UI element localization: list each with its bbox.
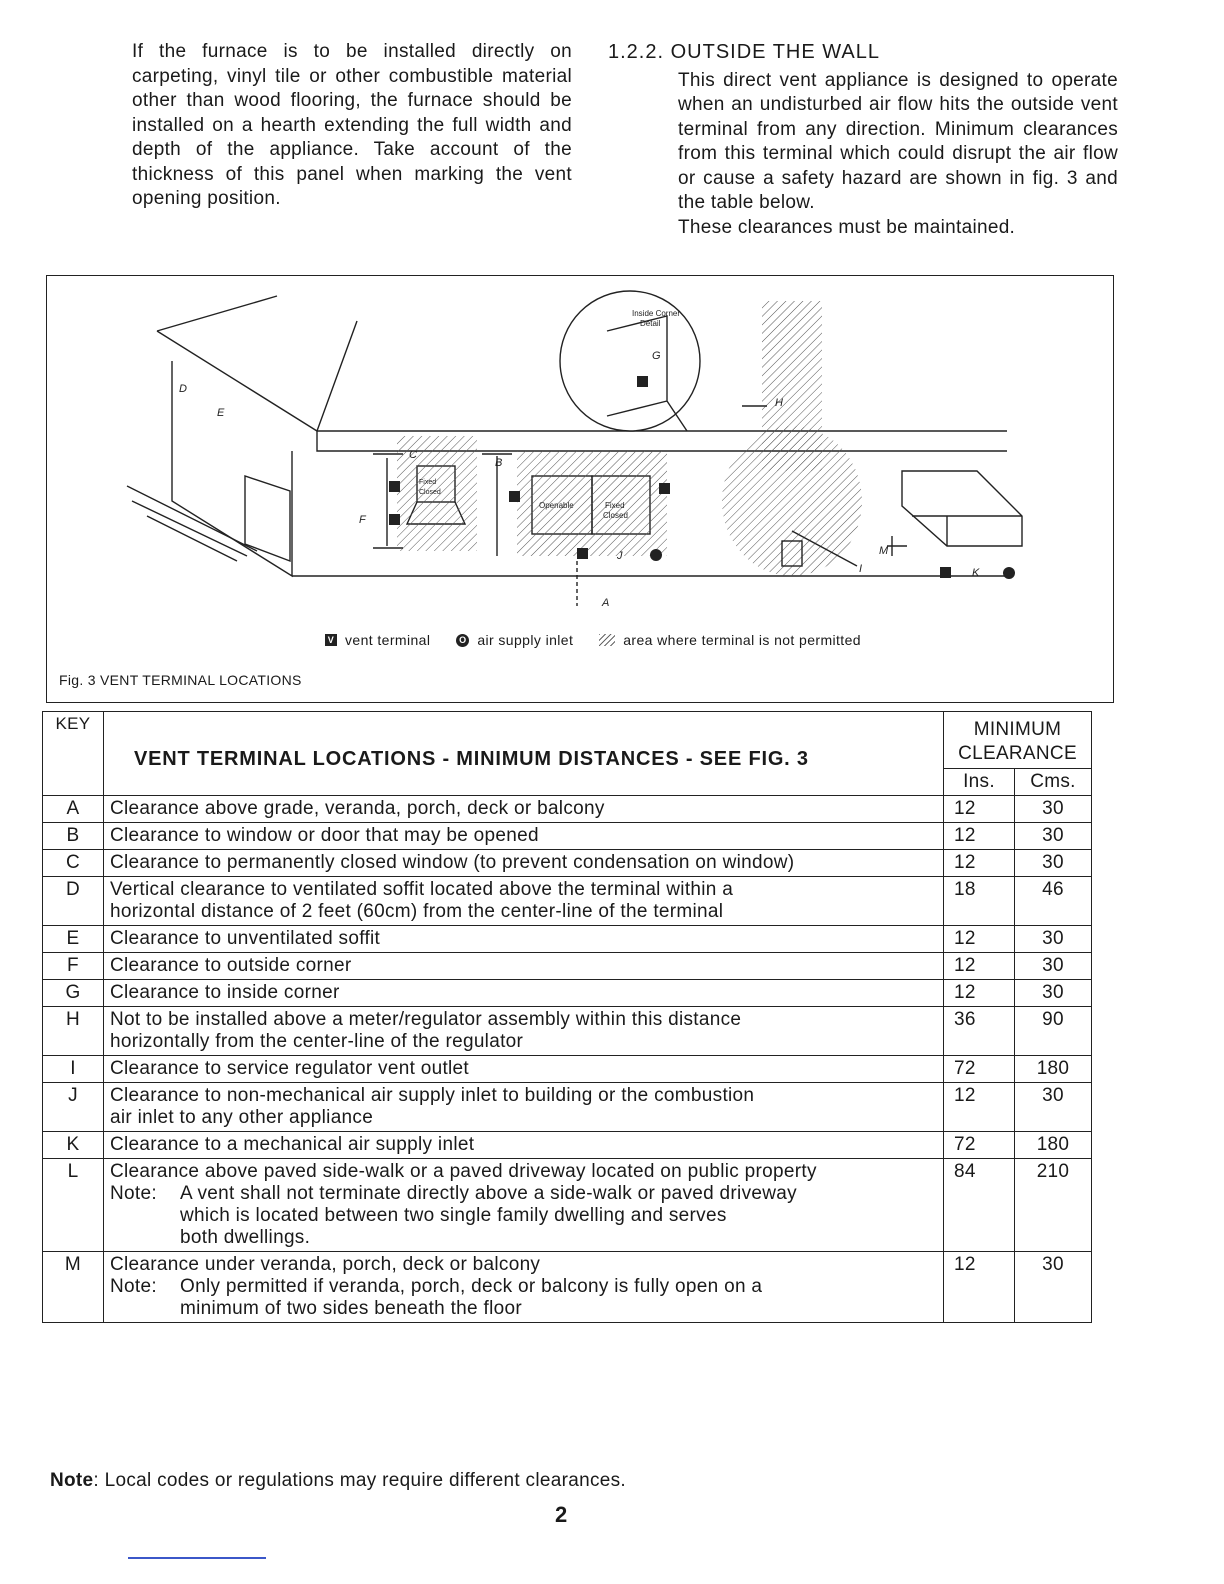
note-line (110, 1276, 937, 1298)
cms-value: 46 (1015, 877, 1092, 926)
section-heading: 1.2.2. OUTSIDE THE WALL (608, 41, 880, 63)
table-row (43, 877, 1092, 926)
description-line: Clearance to permanently closed window (to prevent condensation on window) (110, 852, 795, 873)
row-description (104, 953, 944, 980)
ins-value: 12 (944, 980, 1015, 1007)
window-c-fixed-2: Closed (419, 489, 441, 496)
cms-value: 180 (1015, 1132, 1092, 1159)
note-label: Note: (110, 1183, 157, 1204)
dim-f: F (359, 514, 366, 526)
row-description (104, 1083, 944, 1132)
dim-e: E (217, 407, 225, 419)
table-row (43, 850, 1092, 877)
table-row (43, 1252, 1092, 1323)
row-key: I (43, 1056, 104, 1083)
footnote-label: Note (50, 1470, 94, 1491)
table-row (43, 796, 1092, 823)
window-c-fixed-1: Fixed (419, 479, 437, 486)
cms-value: 30 (1015, 796, 1092, 823)
hatch-area-icon (599, 634, 615, 646)
note-text: minimum of two sides beneath the floor (180, 1298, 522, 1319)
dim-d: D (179, 383, 187, 395)
inset-title-2: Detail (640, 319, 661, 328)
note-label: Note: (110, 1276, 157, 1297)
description-line: Clearance to a mechanical air supply inlet (110, 1134, 475, 1155)
table-row (43, 1132, 1092, 1159)
clearance-rows (43, 796, 1092, 1323)
ins-value: 12 (944, 1083, 1015, 1132)
left-wall (172, 361, 292, 576)
cms-value: 30 (1015, 1083, 1092, 1132)
ins-value: 72 (944, 1056, 1015, 1083)
figure-legend (325, 632, 861, 648)
ins-value: 72 (944, 1132, 1015, 1159)
note-text: both dwellings. (180, 1227, 311, 1248)
table-row (43, 1083, 1092, 1132)
description-line: horizontally from the center-line of the regulator (110, 1031, 524, 1052)
row-description (104, 926, 944, 953)
note-text: Only permitted if veranda, porch, deck or balcony is fully open on a (180, 1276, 763, 1297)
description-line: horizontal distance of 2 feet (60cm) from the center-line of the terminal (110, 901, 724, 922)
description-line: Vertical clearance to ventilated soffit located above the terminal within a (110, 879, 734, 900)
note-line (110, 1183, 937, 1205)
fixed-label-2: Closed (603, 511, 628, 520)
decorative-underline (128, 1557, 266, 1559)
description-line: Clearance to inside corner (110, 982, 340, 1003)
table-row (43, 926, 1092, 953)
cms-value: 30 (1015, 980, 1092, 1007)
min-header-1: MINIMUM (973, 719, 1062, 740)
row-description (104, 1007, 944, 1056)
ins-value: 12 (944, 823, 1015, 850)
row-key: D (43, 877, 104, 926)
dim-b: B (495, 457, 503, 469)
cms-value: 210 (1015, 1159, 1092, 1252)
porch (902, 471, 1022, 546)
description-line: Clearance to outside corner (110, 955, 352, 976)
description-line: Clearance to service regulator vent outlet (110, 1058, 470, 1079)
row-description (104, 1159, 944, 1252)
table-row (43, 823, 1092, 850)
row-description (104, 850, 944, 877)
legend-air-label: air supply inlet (477, 632, 574, 648)
dim-c: C (409, 449, 417, 461)
ins-value: 12 (944, 926, 1015, 953)
row-description (104, 823, 944, 850)
ins-value: 36 (944, 1007, 1015, 1056)
description-line: Clearance above paved side-walk or a paved driveway located on public property (110, 1161, 817, 1182)
row-description (104, 796, 944, 823)
cms-value: 30 (1015, 823, 1092, 850)
fixed-label-1: Fixed (605, 501, 625, 510)
cms-value: 30 (1015, 1252, 1092, 1323)
figure-caption: Fig. 3 VENT TERMINAL LOCATIONS (59, 672, 302, 688)
note-text: which is located between two single family dwelling and serves (180, 1205, 727, 1226)
description-line: Clearance above grade, veranda, porch, deck or balcony (110, 798, 605, 819)
unit-ins: Ins. (944, 769, 1015, 796)
section-body-2: These clearances must be maintained. (678, 216, 1016, 238)
table-row (43, 953, 1092, 980)
row-key: K (43, 1132, 104, 1159)
table-row (43, 1159, 1092, 1252)
description-line: Clearance to window or door that may be opened (110, 825, 539, 846)
table-title: VENT TERMINAL LOCATIONS - MINIMUM DISTANCES - SEE FIG. 3 (104, 712, 944, 796)
description-line: air inlet to any other appliance (110, 1107, 374, 1128)
outside-wall-section (608, 40, 1118, 240)
description-line: Clearance to non-mechanical air supply inlet to building or the combustion (110, 1085, 755, 1106)
legend-vent-label: vent terminal (345, 632, 431, 648)
row-key: M (43, 1252, 104, 1323)
openable-label: Openable (539, 501, 574, 510)
dim-i: I (859, 563, 863, 575)
cms-value: 90 (1015, 1007, 1092, 1056)
table-row (43, 1007, 1092, 1056)
row-key: C (43, 850, 104, 877)
row-key: B (43, 823, 104, 850)
dim-m: M (879, 545, 889, 557)
row-key: A (43, 796, 104, 823)
inset-title-1: Inside Corner (632, 309, 681, 318)
row-description (104, 980, 944, 1007)
row-key: E (43, 926, 104, 953)
key-header: KEY (43, 712, 104, 796)
legend-area (599, 632, 861, 648)
description-line: Not to be installed above a meter/regulator assembly within this distance (110, 1009, 742, 1030)
ins-value: 18 (944, 877, 1015, 926)
description-line: Clearance to unventilated soffit (110, 928, 381, 949)
row-description (104, 1132, 944, 1159)
legend-area-label: area where terminal is not permitted (623, 632, 861, 648)
cms-value: 180 (1015, 1056, 1092, 1083)
min-header-2: CLEARANCE (958, 743, 1077, 764)
footnote (50, 1470, 626, 1492)
vent-terminal-figure (46, 275, 1114, 703)
ins-value: 84 (944, 1159, 1015, 1252)
table-row (43, 1056, 1092, 1083)
section-body: This direct vent appliance is designed to operate when an undisturbed air flow hits the outside vent terminal from any direction. Minimum clearances from this terminal which could disrupt the air flow or cause a safety hazard are shown in fig. 3 and the table below. (678, 69, 1118, 213)
ins-value: 12 (944, 850, 1015, 877)
unit-cms: Cms. (1015, 769, 1092, 796)
cms-value: 30 (1015, 953, 1092, 980)
dim-k: K (972, 567, 980, 579)
row-key: F (43, 953, 104, 980)
note-text: A vent shall not terminate directly above a side-walk or paved driveway (180, 1183, 797, 1204)
air-supply-inlet-icon: O (456, 634, 469, 647)
row-description (104, 1252, 944, 1323)
table-row (43, 980, 1092, 1007)
row-key: G (43, 980, 104, 1007)
ins-value: 12 (944, 953, 1015, 980)
legend-air (456, 632, 573, 648)
description-line: Clearance under veranda, porch, deck or balcony (110, 1254, 541, 1275)
row-description (104, 877, 944, 926)
row-description (104, 1056, 944, 1083)
dim-a: A (602, 597, 610, 609)
vent-terminal-icon: V (325, 634, 337, 646)
dim-h: H (775, 397, 783, 409)
ins-value: 12 (944, 796, 1015, 823)
footnote-text: : Local codes or regulations may require different clearances. (93, 1470, 627, 1491)
ins-value: 12 (944, 1252, 1015, 1323)
dim-j: J (617, 550, 623, 562)
clearance-table (42, 711, 1092, 1323)
cms-value: 30 (1015, 926, 1092, 953)
intro-paragraph: If the furnace is to be installed directly on carpeting, vinyl tile or other combustible material other than wood flooring, the furnace should be installed on a hearth extending the full width and depth of the appliance. Take account of the thickness of this panel when marking the vent opening position. (132, 41, 572, 209)
row-key: J (43, 1083, 104, 1132)
page-number: 2 (555, 1502, 568, 1527)
cms-value: 30 (1015, 850, 1092, 877)
legend-vent (325, 632, 430, 648)
minimum-clearance-header (944, 712, 1092, 769)
row-key: L (43, 1159, 104, 1252)
dim-g: G (652, 350, 661, 362)
row-key: H (43, 1007, 104, 1056)
